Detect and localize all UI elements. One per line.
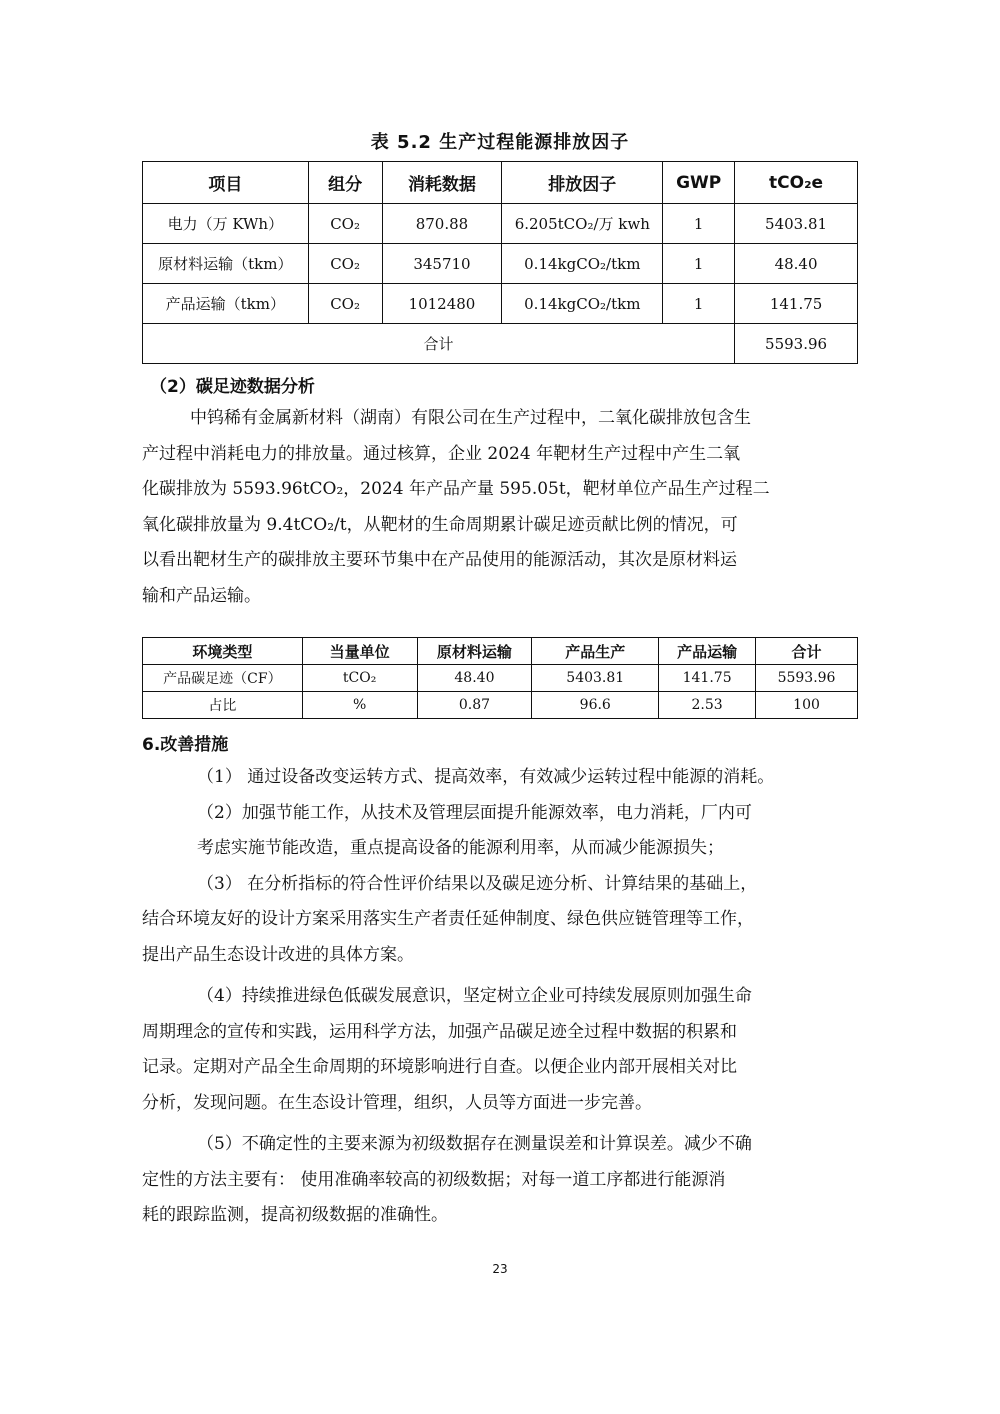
table-cell: 电力（万 KWh）	[143, 204, 309, 244]
header-cell: 组分	[308, 162, 382, 204]
paragraph-line: 产过程中消耗电力的排放量。通过核算，企业 2024 年靶材生产过程中产生二氧	[142, 443, 741, 464]
paragraph-line: 化碳排放为 5593.96tCO₂，2024 年产品产量 595.05t，靶材单位产品生产过程二	[142, 479, 770, 499]
table-cell: %	[302, 692, 417, 719]
header-cell: 项目	[143, 162, 309, 204]
table-caption: 表 5.2 生产过程能源排放因子	[370, 132, 630, 153]
list-item-continued: 记录。定期对产品全生命周期的环境影响进行自查。以便企业内部开展相关对比	[142, 1057, 737, 1077]
section-heading: 6.改善措施	[142, 735, 229, 755]
table-cell: 5403.81	[532, 665, 659, 692]
table-cell: 0.14kgCO₂/tkm	[502, 284, 663, 324]
list-item: （2）加强节能工作，从技术及管理层面提升能源效率，电力消耗，厂内可	[197, 802, 752, 823]
table-cell: CO₂	[308, 244, 382, 284]
list-item: （4）持续推进绿色低碳发展意识，坚定树立企业可持续发展原则加强生命	[197, 986, 752, 1006]
table-cell: 1012480	[382, 284, 502, 324]
table-cell: 原材料运输（tkm）	[143, 244, 309, 284]
table-cell: 1	[663, 204, 735, 244]
total-value: 5593.96	[735, 324, 858, 364]
table-cell: 100	[756, 692, 858, 719]
list-item-continued: 分析，发现问题。在生态设计管理，组织，人员等方面进一步完善。	[142, 1092, 652, 1113]
emission-factor-table	[142, 161, 858, 364]
carbon-footprint-table	[142, 637, 858, 719]
table-cell: 5593.96	[756, 665, 858, 692]
table-row	[143, 284, 858, 324]
table-header-row	[143, 162, 858, 204]
header-cell: 原材料运输	[417, 638, 532, 665]
table-cell: 0.14kgCO₂/tkm	[502, 244, 663, 284]
table-cell: 345710	[382, 244, 502, 284]
table-row	[143, 244, 858, 284]
header-cell: 消耗数据	[382, 162, 502, 204]
table-cell: tCO₂	[302, 665, 417, 692]
list-item-continued: 周期理念的宣传和实践，运用科学方法，加强产品碳足迹全过程中数据的积累和	[142, 1021, 737, 1042]
total-label: 合计	[143, 324, 735, 364]
list-item-continued: 提出产品生态设计改进的具体方案。	[142, 944, 414, 965]
list-item-continued: 考虑实施节能改造，重点提高设备的能源利用率，从而减少能源损失；	[197, 838, 724, 858]
header-cell: 当量单位	[302, 638, 417, 665]
table-header-row	[143, 638, 858, 665]
header-cell: GWP	[663, 162, 735, 204]
table-cell: 0.87	[417, 692, 532, 719]
list-item: （3） 在分析指标的符合性评价结果以及碳足迹分析、计算结果的基础上，	[197, 873, 758, 894]
table-cell: 141.75	[659, 665, 756, 692]
list-item-continued: 耗的跟踪监测，提高初级数据的准确性。	[142, 1205, 448, 1225]
list-item: （5）不确定性的主要来源为初级数据存在测量误差和计算误差。减少不确	[197, 1134, 752, 1154]
analysis-paragraph	[142, 401, 858, 614]
table-cell: 6.205tCO₂/万 kwh	[502, 204, 663, 244]
header-cell: 合计	[756, 638, 858, 665]
paragraph-line: 中钨稀有金属新材料（湖南）有限公司在生产过程中，二氧化碳排放包含生	[190, 408, 751, 428]
table-cell: 48.40	[417, 665, 532, 692]
header-cell: 排放因子	[502, 162, 663, 204]
table-cell: 48.40	[735, 244, 858, 284]
page-number: 23	[492, 1262, 508, 1276]
list-item-continued: 定性的方法主要有： 使用准确率较高的初级数据；对每一道工序都进行能源消	[142, 1169, 726, 1190]
table-cell: 141.75	[735, 284, 858, 324]
table-row	[143, 692, 858, 719]
paragraph-line: 输和产品运输。	[142, 585, 261, 606]
paragraph-line: 氧化碳排放量为 9.4tCO₂/t，从靶材的生命周期累计碳足迹贡献比例的情况，可	[142, 514, 738, 535]
improvement-list	[142, 760, 858, 1234]
table-row	[143, 204, 858, 244]
table-row	[143, 665, 858, 692]
table-cell: 占比	[143, 692, 303, 719]
header-cell: 环境类型	[143, 638, 303, 665]
table-cell: 1	[663, 244, 735, 284]
list-item-continued: 结合环境友好的设计方案采用落实生产者责任延伸制度、绿色供应链管理等工作，	[142, 909, 754, 929]
table-cell: 870.88	[382, 204, 502, 244]
table-cell: 产品运输（tkm）	[143, 284, 309, 324]
table-cell: 1	[663, 284, 735, 324]
section-heading: （2）碳足迹数据分析	[150, 377, 315, 397]
table-cell: 96.6	[532, 692, 659, 719]
header-cell: tCO₂e	[735, 162, 858, 204]
header-cell: 产品生产	[532, 638, 659, 665]
list-item: （1） 通过设备改变运转方式、提高效率，有效减少运转过程中能源的消耗。	[197, 767, 775, 787]
table-cell: CO₂	[308, 284, 382, 324]
table-cell: 5403.81	[735, 204, 858, 244]
table-cell: 产品碳足迹（CF）	[143, 665, 303, 692]
paragraph-line: 以看出靶材生产的碳排放主要环节集中在产品使用的能源活动，其次是原材料运	[142, 550, 737, 570]
table-total-row	[143, 324, 858, 364]
header-cell: 产品运输	[659, 638, 756, 665]
table-cell: CO₂	[308, 204, 382, 244]
table-cell: 2.53	[659, 692, 756, 719]
